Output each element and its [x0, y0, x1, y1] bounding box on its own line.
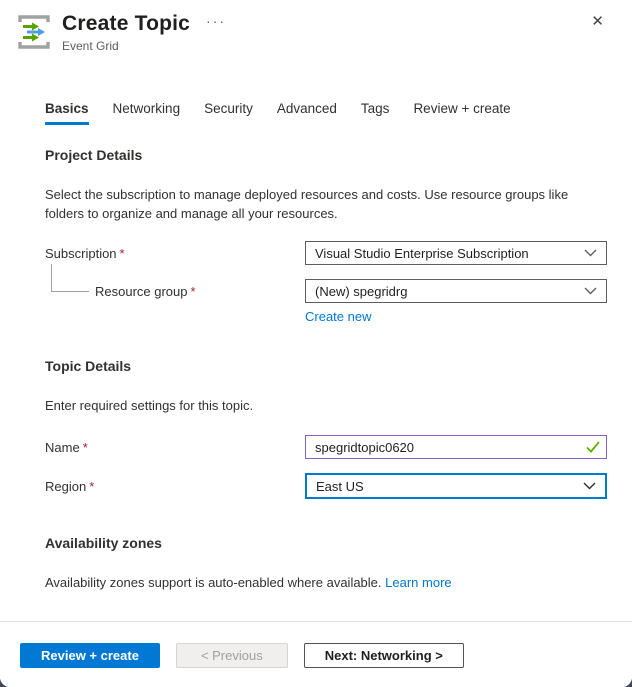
topic-details-heading: Topic Details [45, 358, 132, 374]
close-icon[interactable]: ✕ [587, 12, 608, 32]
tab-tags[interactable]: Tags [360, 101, 390, 116]
name-label-text: Name [45, 439, 80, 455]
region-value: East US [316, 478, 364, 494]
topic-form-rows [45, 435, 607, 499]
page-title: Create Topic [62, 12, 191, 35]
more-options-icon[interactable]: ··· [206, 13, 227, 29]
name-row [45, 435, 607, 459]
dialog-header [0, 0, 632, 53]
basics-tab-content [0, 147, 632, 590]
project-form-rows [45, 241, 607, 326]
required-asterisk: * [190, 283, 196, 299]
tab-review-create[interactable]: Review + create [413, 101, 511, 116]
tab-advanced[interactable]: Advanced [276, 101, 337, 116]
next-networking-button[interactable]: Next: Networking > [304, 643, 464, 668]
name-label [45, 440, 305, 455]
resource-group-row [45, 279, 607, 303]
project-details-description: Select the subscription to manage deployed resources and costs. Use resource groups like folders to organize and manage all your resources. [45, 187, 569, 221]
subscription-value: Visual Studio Enterprise Subscription [315, 245, 529, 261]
availability-zones-heading: Availability zones [45, 535, 162, 551]
dialog-footer [0, 621, 632, 687]
name-input[interactable] [305, 435, 607, 459]
tab-security[interactable]: Security [204, 101, 253, 116]
resource-group-label-text: Resource group [95, 283, 188, 299]
chevron-down-icon [584, 244, 597, 262]
chevron-down-icon [584, 282, 597, 300]
create-new-link[interactable]: Create new [305, 309, 372, 324]
chevron-down-icon [583, 477, 596, 495]
required-asterisk: * [89, 478, 95, 494]
subscription-row [45, 241, 607, 265]
region-label-text: Region [45, 478, 87, 494]
required-asterisk: * [119, 245, 125, 261]
page-subtitle: Event Grid [62, 39, 119, 53]
availability-zones-text [45, 575, 607, 590]
subscription-label [45, 246, 305, 261]
title-block [62, 12, 226, 53]
required-asterisk: * [82, 439, 88, 455]
event-grid-icon [16, 13, 52, 51]
subscription-dropdown[interactable] [305, 241, 607, 265]
review-create-button[interactable]: Review + create [20, 643, 160, 668]
region-row [45, 473, 607, 499]
project-details-heading: Project Details [45, 147, 143, 163]
name-input-wrap [305, 435, 607, 459]
resource-group-dropdown[interactable] [305, 279, 607, 303]
topic-details-description: Enter required settings for this topic. [45, 398, 254, 413]
tab-bar [45, 101, 632, 125]
subscription-label-text: Subscription [45, 245, 117, 261]
resource-group-connector-line [51, 264, 89, 292]
tab-basics[interactable]: Basics [45, 101, 89, 125]
learn-more-link[interactable]: Learn more [385, 575, 452, 590]
resource-group-value: (New) spegridrg [315, 283, 408, 299]
region-label [45, 479, 305, 494]
valid-check-icon [586, 440, 600, 458]
availability-zones-text-body: Availability zones support is auto-enabled where available. [45, 575, 382, 590]
previous-button[interactable]: < Previous [176, 643, 288, 668]
region-dropdown[interactable] [305, 473, 607, 499]
tab-networking[interactable]: Networking [112, 101, 181, 116]
